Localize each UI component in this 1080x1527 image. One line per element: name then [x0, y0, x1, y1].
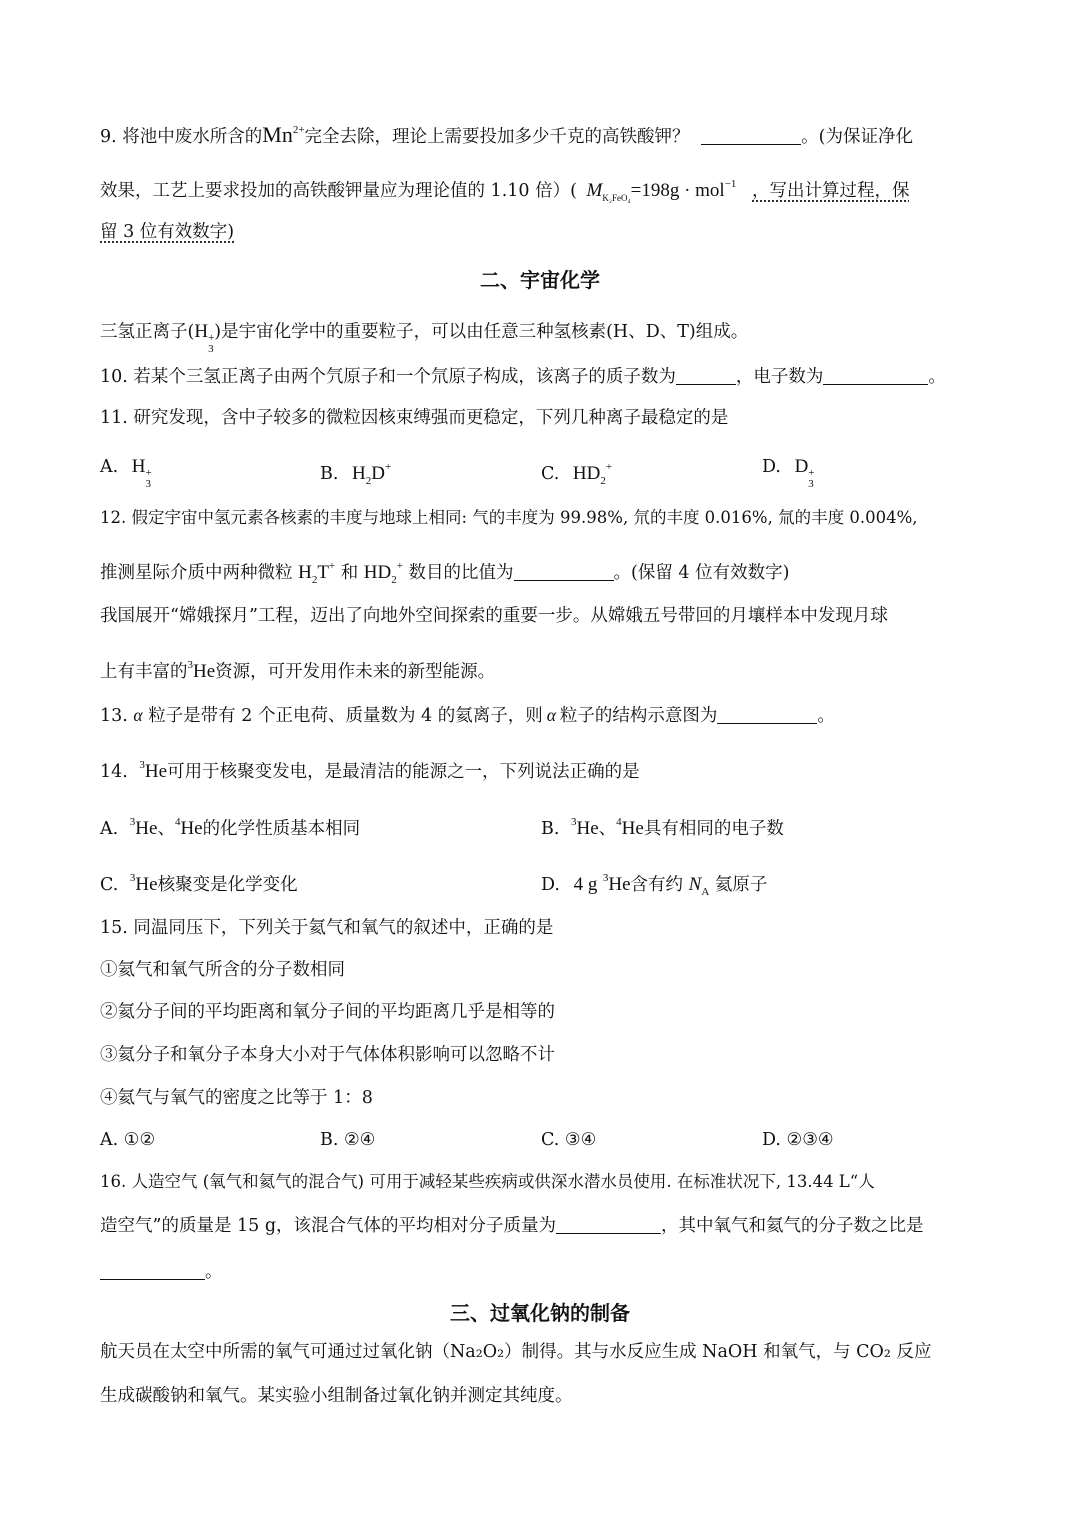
h3-ion: H + 3 — [194, 321, 215, 355]
q13-answer-blank[interactable] — [717, 705, 817, 724]
q11-option-a[interactable]: A. H + 3 — [100, 456, 152, 490]
q9-text: 完全去除，理论上需要投加多少千克的高铁酸钾？ — [304, 127, 690, 147]
mn-ion: $Mn^{2+}$ — [262, 122, 305, 147]
intro4-line1: 航天员在太空中所需的氧气可通过过氧化钠（Na₂O₂）制得。其与水反应生成 NaOH 和氧气，与 CO₂ 反应 — [100, 1342, 932, 1362]
q15-item-4: ④氦气与氧气的密度之比等于 1：8 — [100, 1088, 373, 1108]
q11-option-d[interactable]: D. D + 3 — [762, 456, 815, 490]
q15-option-c[interactable]: C. ③④ — [541, 1130, 597, 1150]
q15-option-b[interactable]: B. ②④ — [320, 1130, 376, 1150]
q16-ratio-blank[interactable] — [100, 1261, 205, 1280]
q10: 10. 若某个三氢正离子由两个氕原子和一个氘原子构成，该离子的质子数为 ，电子数为 。 — [100, 367, 946, 387]
molar-mass-formula: $M_{K_2FeO_4}=198g \cdot mol^{-1}$ — [586, 178, 737, 203]
q13: 13. α 粒子是带有 2 个正电荷、质量数为 4 的氦离子，则 α 粒子的结构示意图为 。 — [100, 705, 835, 726]
q11-option-c[interactable]: C. $HD_2^+$ — [541, 461, 613, 487]
q9-line1: 9. 将池中废水所含的$Mn^{2+}$完全去除，理论上需要投加多少千克的高铁酸钾？ 。(为保证净化 — [100, 122, 913, 147]
q15-option-d[interactable]: D. ②③④ — [762, 1130, 834, 1150]
q16-line2: 造空气”的质量是 15 g，该混合气体的平均相对分子质量为 ，其中氧气和氦气的分子数之比是 — [100, 1216, 924, 1236]
section2-title: 二、宇宙化学 — [480, 268, 600, 292]
intro4-line2: 生成碳酸钠和氧气。某实验小组制备过氧化钠并测定其纯度。 — [100, 1386, 573, 1406]
q12-line1: 12. 假定宇宙中氢元素各核素的丰度与地球上相同: 气的丰度为 99.98%, 氘的丰度 0.016%, 氚的丰度 0.004%, — [100, 508, 918, 527]
q14-option-a[interactable]: A. $^3$He、$^4$He的化学性质基本相同 — [100, 816, 361, 839]
q16-line3: 。 — [100, 1260, 223, 1284]
q16-line1: 16. 人造空气 (氧气和氦气的混合气) 可用于减轻某些疾病或供深水潜水员使用. 在标准状况下, 13.44 L“人 — [100, 1172, 875, 1191]
section3-title: 三、过氧化钠的制备 — [450, 1301, 630, 1325]
q9-answer-blank[interactable] — [701, 126, 801, 145]
q15-item-1: ①氦气和氧气所含的分子数相同 — [100, 960, 345, 980]
q10-proton-blank[interactable] — [676, 366, 736, 385]
q9-line3: 留 3 位有效数字) — [100, 222, 235, 242]
q14-option-b[interactable]: B. $^3$He、$^4$He具有相同的电子数 — [541, 816, 784, 839]
q16-mass-blank[interactable] — [556, 1215, 661, 1234]
intro3-line1: 我国展开“嫦娥探月”工程，迈出了向地外空间探索的重要一步。从嫦娥五号带回的月壤样本中发现月球 — [100, 606, 888, 626]
q15-option-a[interactable]: A. ①② — [100, 1130, 156, 1150]
q9-text: 9. 将池中废水所含的 — [100, 127, 263, 147]
q11-option-b[interactable]: B. $H_2D^+$ — [320, 461, 392, 487]
q15-item-2: ②氦分子间的平均距离和氧分子间的平均距离几乎是相等的 — [100, 1002, 555, 1022]
q9-line2: 效果，工艺上要求投加的高铁酸钾量应为理论值的 1.10 倍）( $M_{K_2FeO_4}=198g \cdot mol^{-1}$ ，写出计算过程，保 — [100, 178, 910, 203]
q12-line2: 推测星际介质中两种微粒 $H_2T^+$ 和 $HD_2^+$ 数目的比值为 。(保留 4 位有效数字) — [100, 560, 790, 586]
q12-answer-blank[interactable] — [514, 562, 614, 581]
q14-stem: 14. $^3$He可用于核聚变发电，是最清洁的能源之一，下列说法正确的是 — [100, 759, 640, 782]
q14-option-d[interactable]: D. 4 g $^3$He含有约 $N_A$ 氦原子 — [541, 872, 768, 898]
q10-electron-blank[interactable] — [823, 366, 928, 385]
q15-stem: 15. 同温同压下，下列关于氦气和氧气的叙述中，正确的是 — [100, 918, 554, 938]
q15-item-3: ③氦分子和氧分子本身大小对于气体体积影响可以忽略不计 — [100, 1045, 555, 1065]
intro2: 三氢正离子(H + 3 )是宇宙化学中的重要粒子，可以由任意三种氢核素(H、D、T)组成。 — [100, 321, 749, 355]
q11-stem: 11. 研究发现，含中子较多的微粒因核束缚强而更稳定，下列几种离子最稳定的是 — [100, 408, 729, 428]
intro3-line2: 上有丰富的$^3$He资源，可开发用作未来的新型能源。 — [100, 659, 496, 682]
q14-option-c[interactable]: C. $^3$He核聚变是化学变化 — [100, 872, 298, 895]
